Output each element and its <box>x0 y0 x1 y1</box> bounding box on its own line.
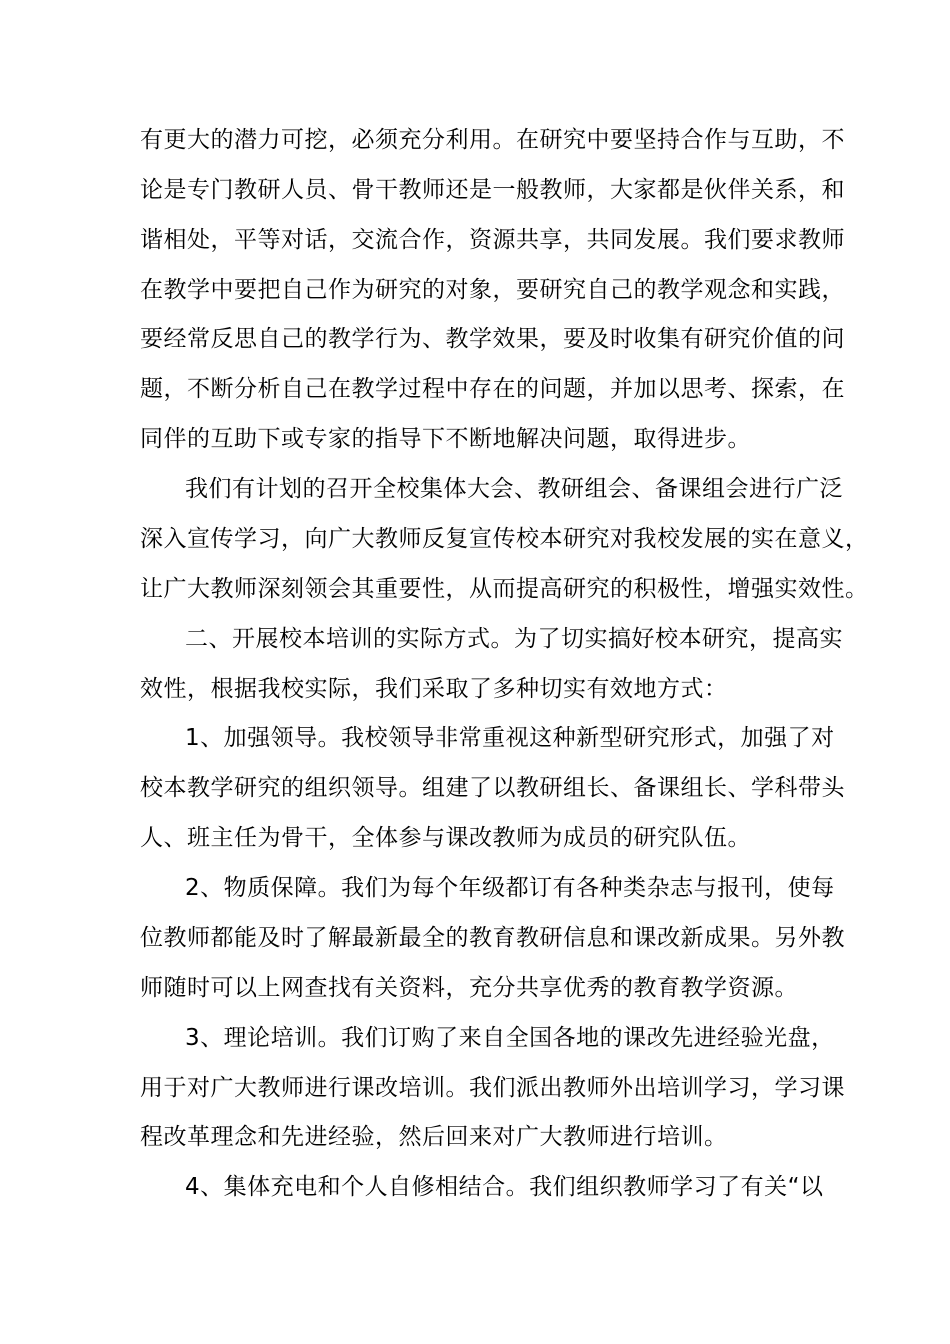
text-line: 二、开展校本培训的实际方式。为了切实搞好校本研究，提高实 <box>185 626 843 652</box>
text-line: 用于对广大教师进行课改培训。我们派出教师外出培训学习，学习课 <box>140 1075 845 1101</box>
text-line: 我们有计划的召开全校集体大会、教研组会、备课组会进行广泛 <box>185 476 843 502</box>
text-line: 让广大教师深刻领会其重要性，从而提高研究的积极性，增强实效性。 <box>140 576 869 602</box>
text-line: 师随时可以上网查找有关资料，充分共享优秀的教育教学资源。 <box>140 975 798 1001</box>
text-line: 校本教学研究的组织领导。组建了以教研组长、备课组长、学科带头 <box>140 775 845 801</box>
text-line: 题，不断分析自己在教学过程中存在的问题，并加以思考、探索，在 <box>140 376 845 402</box>
text-line: 深入宣传学习，向广大教师反复宣传校本研究对我校发展的实在意义， <box>140 526 869 552</box>
text-line: 要经常反思自己的教学行为、教学效果，要及时收集有研究价值的问 <box>140 326 845 352</box>
text-line: 论是专门教研人员、骨干教师还是一般教师，大家都是伙伴关系，和 <box>140 177 845 203</box>
text-line: 效性，根据我校实际，我们采取了多种切实有效地方式： <box>140 676 728 702</box>
text-line: 有更大的潜力可挖，必须充分利用。在研究中要坚持合作与互助，不 <box>140 127 845 153</box>
text-line: 3、理论培训。我们订购了来自全国各地的课改先进经验光盘， <box>185 1025 835 1051</box>
text-line: 4、集体充电和个人自修相结合。我们组织教师学习了有关“以 <box>185 1174 824 1200</box>
text-line: 人、班主任为骨干，全体参与课改教师为成员的研究队伍。 <box>140 825 751 851</box>
text-line: 谐相处，平等对话，交流合作，资源共享，共同发展。我们要求教师 <box>140 227 845 253</box>
text-line: 同伴的互助下或专家的指导下不断地解决问题，取得进步。 <box>140 426 751 452</box>
text-line: 位教师都能及时了解最新最全的教育教研信息和课改新成果。另外教 <box>140 925 845 951</box>
text-line: 程改革理念和先进经验，然后回来对广大教师进行培训。 <box>140 1124 728 1150</box>
text-line: 2、物质保障。我们为每个年级都订有各种类杂志与报刊，使每 <box>185 875 835 901</box>
text-line: 1、加强领导。我校领导非常重视这种新型研究形式，加强了对 <box>185 725 835 751</box>
text-line: 在教学中要把自己作为研究的对象，要研究自己的教学观念和实践， <box>140 277 845 303</box>
